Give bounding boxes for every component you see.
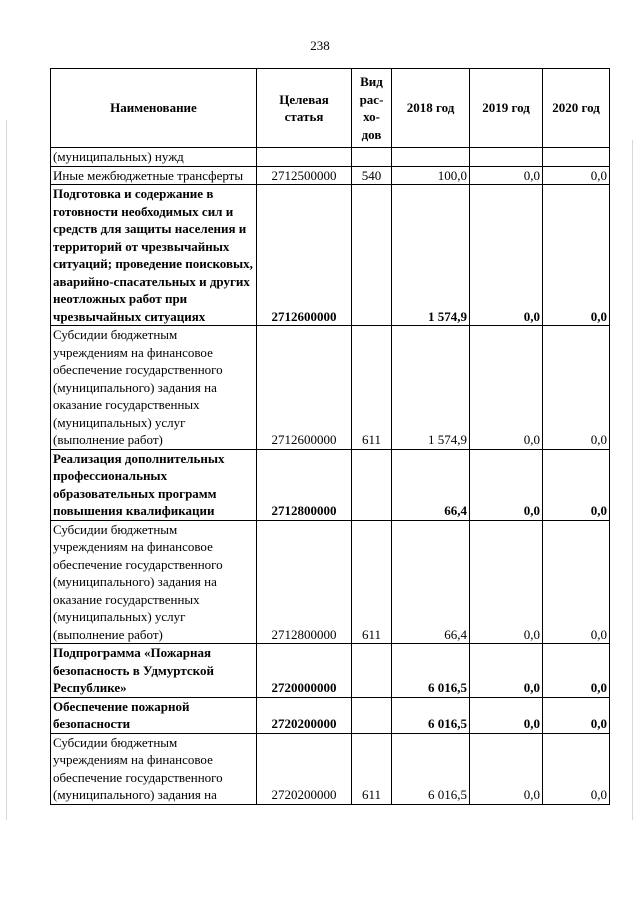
page-number: 238 [310, 38, 330, 53]
cell-code: 2712800000 [257, 520, 352, 644]
cell-name: Субсидии бюджетным учреждениям на финансовое обеспечение государственного (муниципального) задания на оказание государственных (муниципальных) услуг (выполнение работ) [51, 520, 257, 644]
cell-type [352, 148, 392, 167]
cell-2020: 0,0 [543, 520, 610, 644]
table-row [51, 644, 610, 698]
cell-type: 611 [352, 326, 392, 450]
header-2018: 2018 год [392, 69, 470, 148]
cell-2020: 0,0 [543, 185, 610, 326]
budget-table [50, 68, 610, 805]
table-row [51, 148, 610, 167]
table-row [51, 185, 610, 326]
cell-2018: 6 016,5 [392, 697, 470, 733]
cell-name: Иные межбюджетные трансферты [51, 166, 257, 185]
cell-2019: 0,0 [470, 644, 543, 698]
cell-2020: 0,0 [543, 697, 610, 733]
cell-2018: 66,4 [392, 449, 470, 520]
cell-2018: 66,4 [392, 520, 470, 644]
cell-2020 [543, 148, 610, 167]
header-2019: 2019 год [470, 69, 543, 148]
cell-2018 [392, 148, 470, 167]
table-row [51, 697, 610, 733]
cell-2019: 0,0 [470, 185, 543, 326]
cell-type [352, 449, 392, 520]
header-row [51, 69, 610, 148]
header-2020: 2020 год [543, 69, 610, 148]
table-row [51, 166, 610, 185]
cell-type [352, 185, 392, 326]
cell-name: Подпрограмма «Пожарная безопасность в Удмуртской Республике» [51, 644, 257, 698]
cell-2019: 0,0 [470, 697, 543, 733]
cell-name: Субсидии бюджетным учреждениям на финансовое обеспечение государственного (муниципального) задания на оказание государственных (муниципальных) услуг (выполнение работ) [51, 326, 257, 450]
cell-name: Подготовка и содержание в готовности необходимых сил и средств для защиты населения и территорий от чрезвычайных ситуаций; проведение поисковых, аварийно-спасательных и других неотложных работ при чрезвычайных ситуациях [51, 185, 257, 326]
cell-2018: 6 016,5 [392, 733, 470, 804]
cell-2020: 0,0 [543, 326, 610, 450]
table-row [51, 449, 610, 520]
cell-name: Субсидии бюджетным учреждениям на финансовое обеспечение государственного (муниципального) задания на [51, 733, 257, 804]
cell-code: 2720200000 [257, 697, 352, 733]
scan-edge-left [6, 120, 7, 820]
cell-type [352, 644, 392, 698]
cell-2019: 0,0 [470, 733, 543, 804]
header-code: Целевая статья [257, 69, 352, 148]
header-type: Вид рас- хо- дов [352, 69, 392, 148]
cell-2019 [470, 148, 543, 167]
cell-code: 2712800000 [257, 449, 352, 520]
table-row [51, 520, 610, 644]
cell-code: 2720200000 [257, 733, 352, 804]
cell-code: 2712600000 [257, 326, 352, 450]
cell-2018: 1 574,9 [392, 185, 470, 326]
cell-type [352, 697, 392, 733]
cell-name: Реализация дополнительных профессиональных образовательных программ повышения квалификации [51, 449, 257, 520]
cell-2019: 0,0 [470, 166, 543, 185]
cell-name: (муниципальных) нужд [51, 148, 257, 167]
cell-2019: 0,0 [470, 449, 543, 520]
cell-2020: 0,0 [543, 449, 610, 520]
table-row [51, 326, 610, 450]
cell-code: 2712600000 [257, 185, 352, 326]
cell-type: 611 [352, 520, 392, 644]
cell-2018: 100,0 [392, 166, 470, 185]
cell-2019: 0,0 [470, 326, 543, 450]
cell-type: 540 [352, 166, 392, 185]
cell-2018: 6 016,5 [392, 644, 470, 698]
cell-2020: 0,0 [543, 644, 610, 698]
cell-2018: 1 574,9 [392, 326, 470, 450]
cell-2020: 0,0 [543, 166, 610, 185]
cell-type: 611 [352, 733, 392, 804]
cell-code: 2712500000 [257, 166, 352, 185]
cell-code [257, 148, 352, 167]
table-row [51, 733, 610, 804]
cell-name: Обеспечение пожарной безопасности [51, 697, 257, 733]
cell-2020: 0,0 [543, 733, 610, 804]
cell-code: 2720000000 [257, 644, 352, 698]
scan-edge-right [632, 140, 633, 820]
cell-2019: 0,0 [470, 520, 543, 644]
header-name: Наименование [51, 69, 257, 148]
